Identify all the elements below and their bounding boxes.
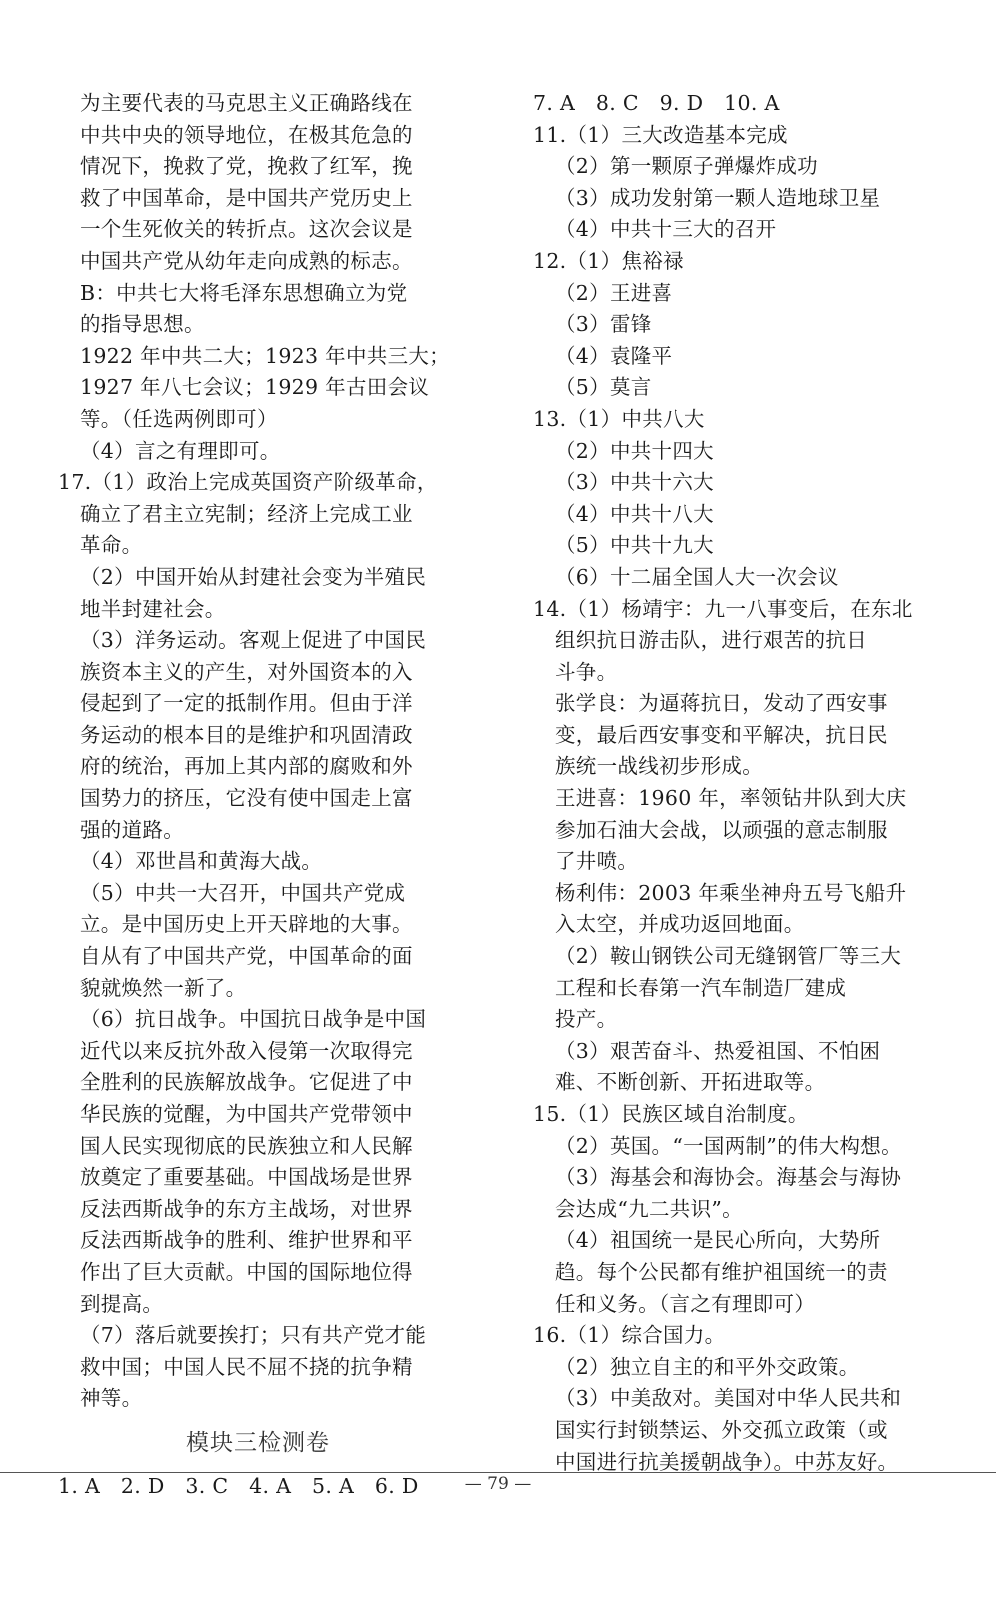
left-line: 国势力的挤压，它没有使中国走上富: [80, 786, 413, 811]
left-line: 务运动的根本目的是维护和巩固清政: [80, 722, 413, 747]
left-line: 强的道路。: [80, 817, 184, 842]
left-line: 救中国；中国人民不屈不挠的抗争精: [80, 1354, 413, 1379]
left-line: 反法西斯战争的胜利、维护世界和平: [80, 1228, 413, 1253]
left-line: （5）中共一大召开，中国共产党成: [80, 880, 406, 905]
right-line: （4）袁隆平: [555, 343, 673, 368]
left-line: 到提高。: [80, 1291, 164, 1316]
right-line: 会达成“九二共识”。: [555, 1196, 743, 1221]
left-line: 为主要代表的马克思主义正确路线在: [80, 91, 413, 115]
right-line: （2）独立自主的和平外交政策。: [555, 1354, 860, 1379]
right-line: 组织抗日游击队，进行艰苦的抗日: [555, 628, 867, 653]
right-line: 14.（1）杨靖宇：九一八事变后，在东北: [533, 596, 913, 621]
left-line: 近代以来反抗外敌入侵第一次取得完: [80, 1038, 413, 1063]
right-line: 入太空，并成功返回地面。: [555, 912, 805, 937]
right-line: 中国进行抗美援朝战争）。中苏友好。: [555, 1449, 899, 1474]
right-line: （3）成功发射第一颗人造地球卫星: [555, 185, 881, 210]
left-line: （7）落后就要挨打；只有共产党才能: [80, 1323, 427, 1348]
left-line: 貌就焕然一新了。: [80, 975, 247, 1000]
right-line: 了井喷。: [555, 849, 639, 874]
right-line: （2）王进喜: [555, 280, 673, 305]
left-line: 侵起到了一定的抵制作用。但由于洋: [80, 691, 413, 716]
right-line: 斗争。: [555, 659, 618, 684]
right-line: 王进喜：1960 年，率领钻井队到大庆: [555, 786, 907, 811]
left-line: 立。是中国历史上开天辟地的大事。: [80, 912, 413, 937]
right-line: 变，最后西安事变和平解决，抗日民: [555, 722, 888, 747]
right-line: 投产。: [555, 1007, 618, 1032]
footer-divider: [0, 1472, 996, 1473]
page-number: — 79 —: [464, 1474, 532, 1494]
right-column: [533, 88, 953, 1478]
left-line: B：中共七大将毛泽东思想确立为党: [80, 280, 408, 305]
right-line: （3）中美敌对。美国对中华人民共和: [555, 1386, 902, 1411]
right-line: （2）中共十四大: [555, 438, 714, 463]
left-line: 华民族的觉醒，为中国共产党带领中: [80, 1102, 413, 1126]
left-line: （6）抗日战争。中国抗日战争是中国: [80, 1007, 427, 1032]
right-line: 7. A 8. C 9. D 10. A: [533, 91, 780, 115]
left-line: （3）洋务运动。客观上促进了中国民: [80, 628, 427, 653]
right-line: 国实行封锁禁运、外交孤立政策（或: [555, 1417, 888, 1442]
left-line: （4）邓世昌和黄海大战。: [80, 849, 323, 874]
left-line: 中国共产党从幼年走向成熟的标志。: [80, 248, 413, 273]
left-line: 地半封建社会。: [80, 596, 226, 621]
right-line: （2）英国。“一国两制”的伟大构想。: [555, 1133, 902, 1158]
right-line: （2）鞍山钢铁公司无缝钢管厂等三大: [555, 944, 902, 969]
right-line: 15.（1）民族区域自治制度。: [533, 1102, 809, 1126]
right-line: 族统一战线初步形成。: [555, 754, 763, 779]
left-line: 的指导思想。: [80, 312, 205, 337]
right-line: （3）艰苦奋斗、热爱祖国、不怕困: [555, 1038, 881, 1063]
right-line: 工程和长春第一汽车制造厂建成: [555, 975, 847, 1000]
right-line: （3）中共十六大: [555, 470, 714, 495]
right-line: 杨利伟：2003 年乘坐神舟五号飞船升: [555, 880, 907, 905]
left-line: 一个生死攸关的转折点。这次会议是: [80, 217, 413, 242]
right-line: （5）莫言: [555, 375, 652, 400]
right-line: 张学良：为逼蒋抗日，发动了西安事: [555, 691, 888, 716]
left-line: 放奠定了重要基础。中国战场是世界: [80, 1165, 413, 1190]
left-line: 全胜利的民族解放战争。它促进了中: [80, 1070, 413, 1095]
right-line: 参加石油大会战，以顽强的意志制服: [555, 817, 888, 842]
right-line: （4）中共十八大: [555, 501, 714, 526]
left-line: 1922 年中共二大；1923 年中共三大；: [80, 343, 450, 368]
left-line: （4）言之有理即可。: [80, 438, 281, 463]
right-line: 难、不断创新、开拓进取等。: [555, 1070, 826, 1095]
right-line: 11.（1）三大改造基本完成: [533, 122, 788, 147]
right-line: （3）海基会和海协会。海基会与海协: [555, 1165, 902, 1190]
left-line: 情况下，挽救了党，挽救了红军，挽: [80, 154, 413, 179]
section-answers-line: 1. A 2. D 3. C 4. A 5. A 6. D: [58, 1473, 419, 1498]
left-line: 中共中央的领导地位，在极其危急的: [80, 122, 413, 147]
left-line: （2）中国开始从封建社会变为半殖民: [80, 564, 427, 589]
left-column: [58, 88, 458, 1503]
left-line: 反法西斯战争的东方主战场，对世界: [80, 1196, 413, 1221]
right-line: 12.（1）焦裕禄: [533, 248, 684, 273]
right-line: 任和义务。（言之有理即可）: [555, 1291, 816, 1316]
right-line: （4）中共十三大的召开: [555, 217, 777, 242]
left-line: 族资本主义的产生，对外国资本的入: [80, 659, 413, 684]
left-line: 等。（任选两例即可）: [80, 406, 278, 431]
right-line: （4）祖国统一是民心所向，大势所: [555, 1228, 881, 1253]
right-line: 13.（1）中共八大: [533, 406, 705, 431]
left-line: 救了中国革命，是中国共产党历史上: [80, 185, 413, 210]
right-line: （6）十二届全国人大一次会议: [555, 564, 839, 589]
left-line: 1927 年八七会议；1929 年古田会议: [80, 375, 430, 400]
right-line: （5）中共十九大: [555, 533, 714, 558]
left-line: 神等。: [80, 1386, 143, 1411]
left-line: 确立了君主立宪制；经济上完成工业: [80, 501, 413, 526]
left-line: 自从有了中国共产党，中国革命的面: [80, 944, 413, 969]
left-line: 17.（1）政治上完成英国资产阶级革命，: [58, 470, 438, 495]
right-line: 趋。每个公民都有维护祖国统一的责: [555, 1259, 888, 1284]
right-line: 16.（1）综合国力。: [533, 1323, 726, 1348]
right-line: （3）雷锋: [555, 312, 652, 337]
section-heading: 模块三检测卷: [186, 1429, 330, 1456]
left-line: 国人民实现彻底的民族独立和人民解: [80, 1133, 413, 1158]
left-line: 作出了巨大贡献。中国的国际地位得: [80, 1259, 413, 1284]
left-line: 革命。: [80, 533, 143, 558]
right-line: （2）第一颗原子弹爆炸成功: [555, 154, 818, 179]
left-line: 府的统治，再加上其内部的腐败和外: [80, 754, 413, 779]
